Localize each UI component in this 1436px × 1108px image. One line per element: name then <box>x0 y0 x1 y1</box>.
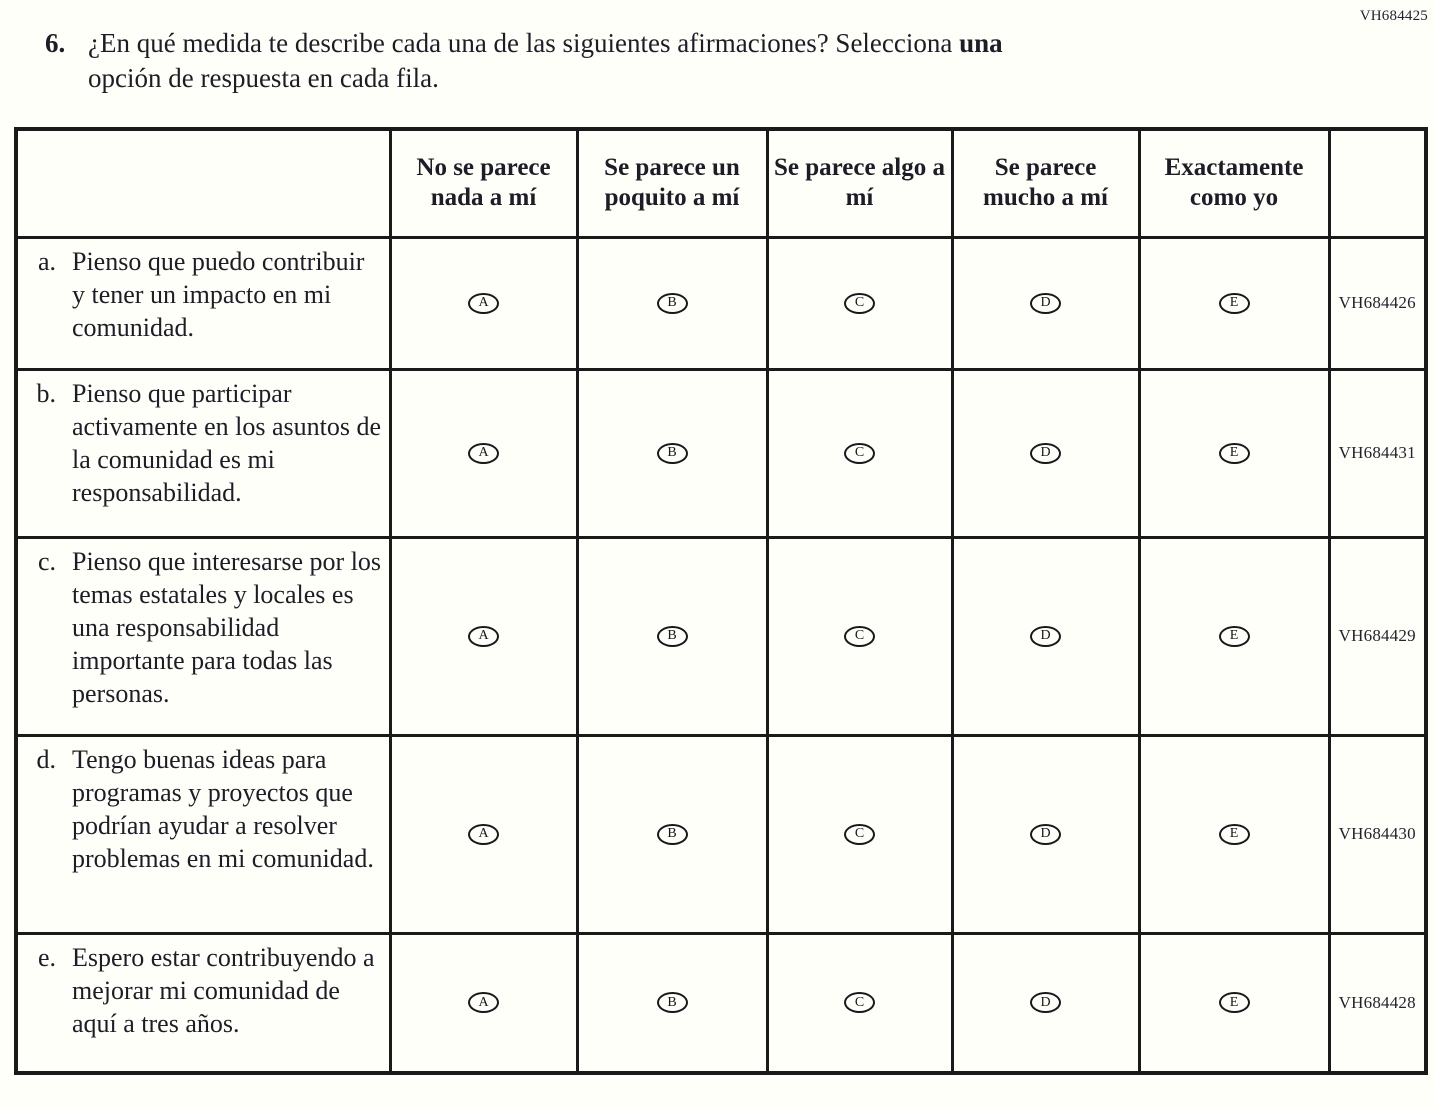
option-cell-b <box>577 369 767 537</box>
option-cell-c <box>767 237 952 369</box>
statement-text: Pienso que puedo contribuir y tener un impacto en mi comunidad. <box>72 246 365 342</box>
option-cell-e <box>1139 537 1329 735</box>
answer-bubble-d[interactable]: D <box>1030 443 1061 464</box>
option-cell-d <box>952 735 1139 933</box>
header-empty-cell <box>16 129 390 237</box>
statement-cell <box>16 237 390 369</box>
answer-bubble-d[interactable]: D <box>1030 626 1061 647</box>
option-cell-b <box>577 933 767 1073</box>
header-exactly-like-me: Exactamente como yo <box>1139 129 1329 237</box>
header-code-cell <box>1329 129 1426 237</box>
option-cell-e <box>1139 369 1329 537</box>
option-cell-e <box>1139 735 1329 933</box>
row-label: e. <box>37 942 56 972</box>
answer-bubble-c[interactable]: C <box>844 824 875 845</box>
statement-cell <box>16 537 390 735</box>
table-row-c <box>16 537 1426 735</box>
answer-bubble-b[interactable]: B <box>657 626 688 647</box>
row-label: a. <box>37 246 56 276</box>
row-label: c. <box>37 546 56 576</box>
row-label: d. <box>36 744 56 774</box>
statement-cell <box>16 735 390 933</box>
header-row <box>16 129 1426 237</box>
table-row-b <box>16 369 1426 537</box>
table-row-e <box>16 933 1426 1073</box>
answer-bubble-d[interactable]: D <box>1030 824 1061 845</box>
option-cell-a <box>390 735 577 933</box>
answer-bubble-a[interactable]: A <box>468 824 499 845</box>
answer-bubble-c[interactable]: C <box>844 626 875 647</box>
question-text-bold: una <box>959 28 1003 58</box>
option-cell-a <box>390 537 577 735</box>
option-cell-b <box>577 537 767 735</box>
answer-bubble-b[interactable]: B <box>657 293 688 314</box>
row-accession-code: VH684431 <box>1329 369 1426 537</box>
table-row-a <box>16 237 1426 369</box>
item-accession-code: VH684425 <box>1359 8 1428 24</box>
statement-cell <box>16 933 390 1073</box>
option-cell-e <box>1139 933 1329 1073</box>
statement-text: Pienso que interesarse por los temas estatales y locales es una responsabilidad importante para todas las personas. <box>72 546 382 708</box>
answer-bubble-e[interactable]: E <box>1219 824 1250 845</box>
answer-bubble-c[interactable]: C <box>844 293 875 314</box>
question-number: 6. <box>45 28 66 58</box>
answer-bubble-b[interactable]: B <box>657 443 688 464</box>
header-much-like-me: Se parece mucho a mí <box>952 129 1139 237</box>
answer-bubble-a[interactable]: A <box>468 443 499 464</box>
option-cell-a <box>390 237 577 369</box>
option-cell-b <box>577 237 767 369</box>
option-cell-d <box>952 537 1139 735</box>
statement-text: Tengo buenas ideas para programas y proyectos que podrían ayudar a resolver problemas en mi comunidad. <box>72 744 374 873</box>
header-not-like-me: No se parece nada a mí <box>390 129 577 237</box>
question-text-after: opción de respuesta en cada fila. <box>88 63 439 93</box>
question-text-before: ¿En qué medida te describe cada una de las siguientes afirmaciones? Selecciona <box>88 28 960 58</box>
answer-bubble-e[interactable]: E <box>1219 626 1250 647</box>
option-cell-a <box>390 933 577 1073</box>
option-cell-b <box>577 735 767 933</box>
answer-bubble-b[interactable]: B <box>657 992 688 1013</box>
option-cell-c <box>767 933 952 1073</box>
option-cell-c <box>767 537 952 735</box>
option-cell-d <box>952 237 1139 369</box>
header-somewhat-like-me: Se parece algo a mí <box>767 129 952 237</box>
answer-bubble-e[interactable]: E <box>1219 992 1250 1013</box>
answer-bubble-d[interactable]: D <box>1030 293 1061 314</box>
option-cell-e <box>1139 237 1329 369</box>
answer-bubble-b[interactable]: B <box>657 824 688 845</box>
answer-bubble-a[interactable]: A <box>468 992 499 1013</box>
row-accession-code: VH684426 <box>1329 237 1426 369</box>
header-little-like-me: Se parece un poquito a mí <box>577 129 767 237</box>
answer-bubble-a[interactable]: A <box>468 293 499 314</box>
answer-bubble-e[interactable]: E <box>1219 293 1250 314</box>
row-accession-code: VH684429 <box>1329 537 1426 735</box>
statement-text: Espero estar contribuyendo a mejorar mi comunidad de aquí a tres años. <box>72 942 375 1038</box>
response-matrix-table <box>14 127 1428 1075</box>
statement-text: Pienso que participar activamente en los asuntos de la comunidad es mi responsabilidad. <box>72 378 382 507</box>
row-label: b. <box>36 378 56 408</box>
statement-cell <box>16 369 390 537</box>
row-accession-code: VH684428 <box>1329 933 1426 1073</box>
question-block <box>45 26 1335 96</box>
row-accession-code: VH684430 <box>1329 735 1426 933</box>
answer-bubble-a[interactable]: A <box>468 626 499 647</box>
answer-bubble-c[interactable]: C <box>844 443 875 464</box>
question-text <box>88 26 1288 96</box>
option-cell-c <box>767 735 952 933</box>
answer-bubble-e[interactable]: E <box>1219 443 1250 464</box>
table-row-d <box>16 735 1426 933</box>
option-cell-d <box>952 369 1139 537</box>
option-cell-c <box>767 369 952 537</box>
answer-bubble-d[interactable]: D <box>1030 992 1061 1013</box>
option-cell-a <box>390 369 577 537</box>
option-cell-d <box>952 933 1139 1073</box>
answer-bubble-c[interactable]: C <box>844 992 875 1013</box>
